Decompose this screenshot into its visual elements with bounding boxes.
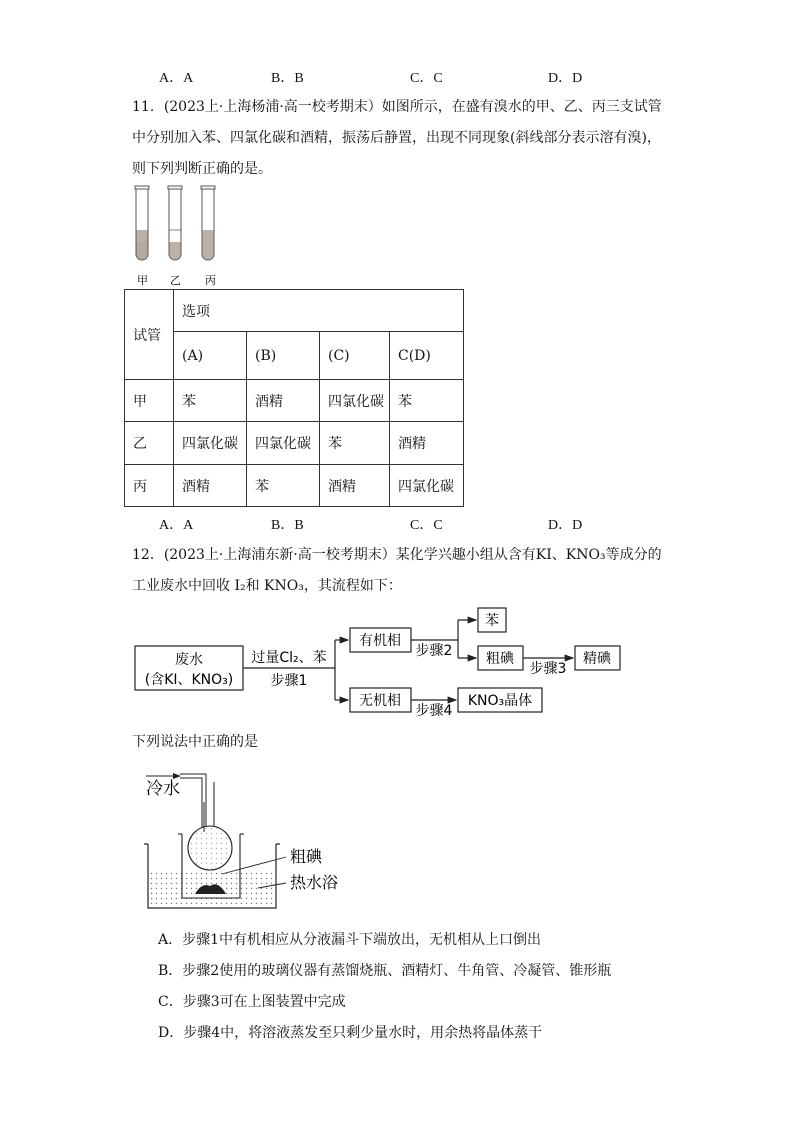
table-header-tube: 试管	[125, 290, 174, 380]
q12-stem-line1: 12．(2023上·上海浦东新·高一校考期末）某化学兴趣小组从含有KI、KNO₃等成分的	[132, 547, 662, 563]
waste-water-label: 废水	[175, 652, 203, 668]
test-tube-bing	[201, 186, 215, 260]
q11-stem-line3: 则下列判断正确的是。	[132, 161, 272, 177]
crude-iodine-annotation: 粗碘	[290, 847, 323, 866]
table-cell: 酒精	[247, 380, 320, 422]
table-cell: 四氯化碳	[390, 465, 464, 507]
table-cell: 苯	[390, 380, 464, 422]
q10-option-b[interactable]: B．B	[271, 71, 304, 86]
hot-water-bath-annotation: 热水浴	[290, 873, 339, 892]
q11-option-b[interactable]: B．B	[271, 518, 304, 533]
step4-label: 步骤4	[415, 703, 453, 719]
table-cell-tube: 乙	[125, 422, 174, 465]
q12-prompt: 下列说法中正确的是	[132, 734, 258, 750]
waste-water-composition: (含KI、KNO₃)	[144, 672, 234, 688]
benzene-label: 苯	[485, 613, 499, 629]
table-cell-tube: 甲	[125, 380, 174, 422]
reagent-label: 过量Cl₂、苯	[251, 650, 327, 666]
table-cell: 四氯化碳	[247, 422, 320, 465]
q12-option-a[interactable]: A．步骤1中有机相应从分液漏斗下端放出，无机相从上口倒出	[158, 932, 542, 948]
q10-option-a[interactable]: A．A	[159, 71, 194, 86]
table-cell: 苯	[174, 380, 247, 422]
tube-label-jia: 甲	[137, 274, 148, 287]
table-cell-tube: 丙	[125, 465, 174, 507]
q10-options	[0, 67, 794, 85]
q11-stem-line1: 11．(2023上·上海杨浦·高一校考期末）如图所示，在盛有溴水的甲、乙、丙三支试管	[132, 99, 662, 115]
table-cell: 酒精	[320, 465, 390, 507]
crude-iodine-label: 粗碘	[486, 651, 514, 667]
q11-option-a[interactable]: A．A	[159, 518, 194, 533]
q10-option-c[interactable]: C．C	[410, 71, 443, 86]
table-cell: 苯	[320, 422, 390, 465]
test-tube-yi	[168, 186, 182, 260]
table-cell: 四氯化碳	[174, 422, 247, 465]
q12-option-c[interactable]: C．步骤3可在上图装置中完成	[158, 994, 346, 1010]
table-header-options: 选项	[174, 290, 464, 332]
tube-label-bing: 丙	[205, 274, 216, 287]
q11-option-d[interactable]: D．D	[548, 518, 583, 533]
table-col-b: (B)	[247, 332, 320, 380]
q11-stem-line2: 中分别加入苯、四氯化碳和酒精，振荡后静置，出现不同现象(斜线部分表示溶有溴)，	[132, 130, 661, 146]
aqueous-phase-label: 无机相	[359, 693, 401, 709]
flowchart	[130, 600, 630, 720]
q11-options-table	[124, 289, 464, 507]
q12-option-d[interactable]: D．步骤4中，将溶液蒸发至只剩少量水时，用余热将晶体蒸干	[158, 1025, 543, 1041]
table-row	[125, 422, 464, 465]
table-col-a: (A)	[174, 332, 247, 380]
step1-label: 步骤1	[270, 673, 308, 689]
sublimation-apparatus	[140, 762, 370, 912]
step2-label: 步骤2	[415, 643, 453, 659]
table-row	[125, 380, 464, 422]
table-cell: 酒精	[174, 465, 247, 507]
organic-phase-label: 有机相	[359, 633, 401, 649]
table-col-c: (C)	[320, 332, 390, 380]
tube-label-yi: 乙	[170, 274, 181, 287]
cold-water-label: 冷水	[146, 779, 180, 799]
q11-options	[0, 514, 794, 532]
table-cell: 苯	[247, 465, 320, 507]
q11-option-c[interactable]: C．C	[410, 518, 443, 533]
test-tube-jia	[135, 186, 149, 260]
step3-label: 步骤3	[529, 661, 567, 677]
table-cell: 四氯化碳	[320, 380, 390, 422]
crystal-label: KNO₃晶体	[467, 693, 533, 709]
q12-stem-line2: 工业废水中回收 I₂和 KNO₃，其流程如下：	[132, 578, 402, 594]
q10-option-d[interactable]: D．D	[548, 71, 583, 86]
table-cell: 酒精	[390, 422, 464, 465]
table-col-d: C(D)	[390, 332, 464, 380]
table-row	[125, 465, 464, 507]
refined-iodine-label: 精碘	[583, 651, 611, 667]
test-tubes-figure	[128, 184, 228, 288]
q12-option-b[interactable]: B．步骤2使用的玻璃仪器有蒸馏烧瓶、酒精灯、牛角管、冷凝管、锥形瓶	[158, 963, 612, 979]
